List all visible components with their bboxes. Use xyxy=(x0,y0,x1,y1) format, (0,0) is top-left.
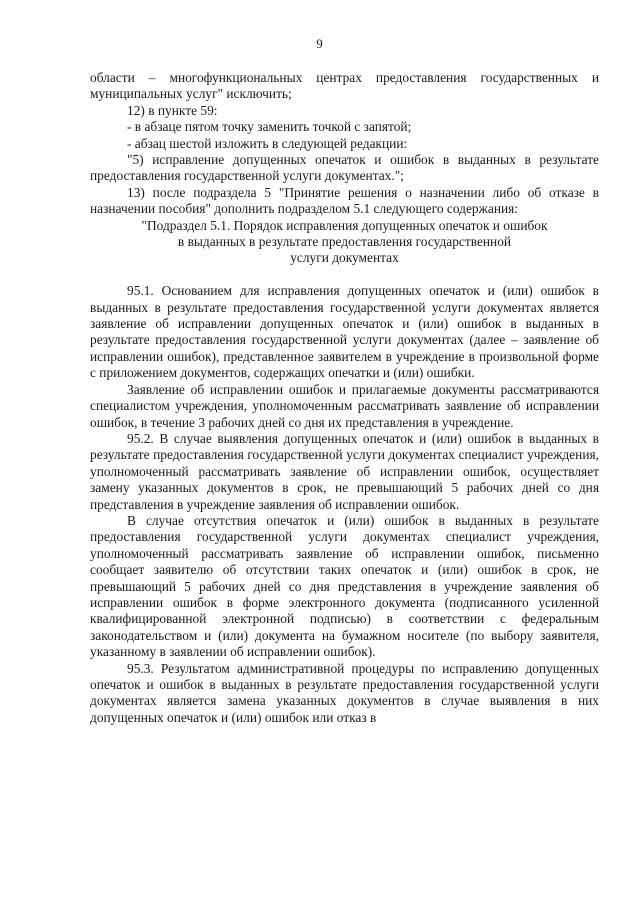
paragraph-95-1-review: Заявление об исправлении ошибок и прилагаемые документы рассматриваются специалистом учреждения, уполномоченным рассматривать заявление об исправлении ошибок, в течение 3 рабочих дней со дня их представления в учреждение. xyxy=(90,381,599,430)
subsection-heading-line-3: услуги документах xyxy=(290,250,399,266)
paragraph-item-12: 12) в пункте 59: xyxy=(127,102,218,118)
paragraph-95-2-absence: В случае отсутствия опечаток и (или) ошибок в выданных в результате предоставления государственной услуги документах специалист учреждения, уполномоченный рассматривать заявление об исправлении ошибок, письменно сообщает заявителю об отсутствии таких опечаток и (или) ошибок в срок, не превышающий 5 рабочих дней со дня представления в учреждение заявления об исправлении ошибок в форме электронного документа (подписанного усиленной квалифицированной электронной подписью) в соответствии с федеральным законодательством и (или) документа на бумажном носителе (по выбору заявителя, указанному в заявлении об исправлении ошибок). xyxy=(90,512,599,660)
subsection-heading-line-1: "Подраздел 5.1. Порядок исправления допущенных опечаток и ошибок xyxy=(141,217,548,233)
paragraph-95-1: 95.1. Основанием для исправления допущенных опечаток и (или) ошибок в выданных в результате предоставления государственной услуги документах является заявление об исправлении допущенных опечаток и (или) ошибок в выданных в результате предоставления государственной услуги документах (далее – заявление об исправлении ошибок), представленное заявителем в учреждение в произвольной форме с приложением документов, содержащих опечатки и (или) ошибки. xyxy=(90,283,599,381)
paragraph-quoted-item-5: "5) исправление допущенных опечаток и ошибок в выданных в результате предоставления государственной услуги документах."; xyxy=(90,152,599,184)
paragraph-95-3: 95.3. Результатом административной процедуры по исправлению допущенных опечаток и ошибок в выданных в результате предоставления государственной услуги документах является замена указанных документов в случае выявления в них допущенных опечаток и (или) ошибок или отказ в xyxy=(90,660,599,725)
paragraph-item-dash-1: - в абзаце пятом точку заменить точкой с запятой; xyxy=(127,119,412,135)
paragraph-item-13: 13) после подраздела 5 "Принятие решения о назначении либо об отказе в назначении пособия" дополнить подразделом 5.1 следующего содержания: xyxy=(90,184,599,217)
document-body xyxy=(90,70,599,726)
paragraph-continuation: области – многофункциональных центрах предоставления государственных и муниципальных услуг" исключить; xyxy=(90,70,599,102)
page-number: 9 xyxy=(316,36,323,51)
paragraph-95-2: 95.2. В случае выявления допущенных опечаток и (или) ошибок в выданных в результате предоставления государственной услуги документах специалист учреждения, уполномоченный рассматривать заявление об исправлении ошибок, осуществляет замену указанных документов в срок, не превышающий 5 рабочих дней со дня представления в учреждение заявления об исправлении ошибок. xyxy=(90,430,599,512)
subsection-heading-line-2: в выданных в результате предоставления государственной xyxy=(177,234,512,250)
paragraph-item-dash-2: - абзац шестой изложить в следующей редакции: xyxy=(127,135,408,151)
